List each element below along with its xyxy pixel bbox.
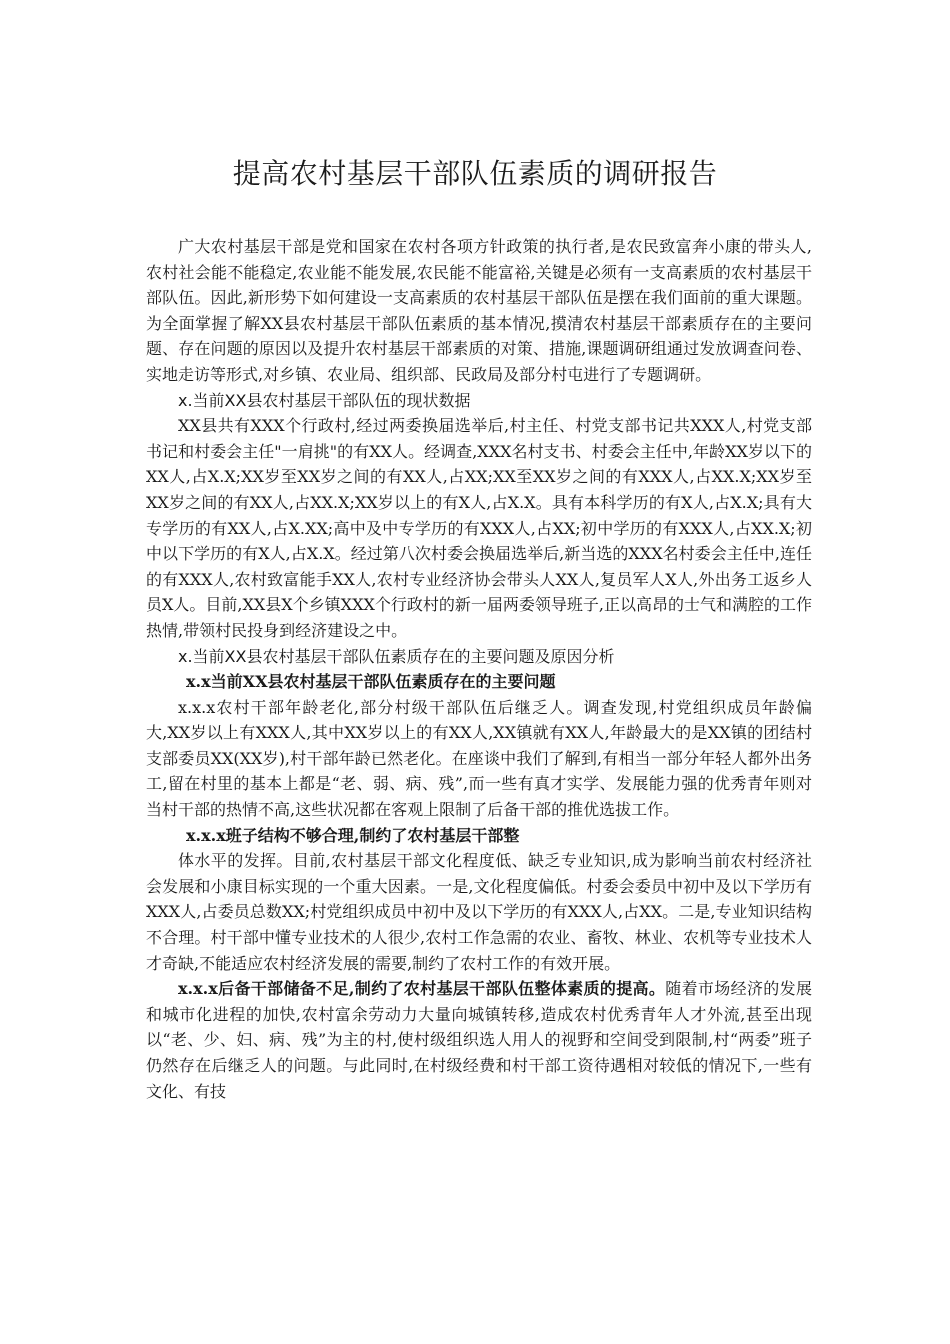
reserve-paragraph [146,976,812,1104]
section-heading-status: x.当前XX县农村基层干部队伍的现状数据 [178,390,471,410]
document-title: 提高农村基层干部队伍素质的调研报告 [232,157,718,190]
subsection-heading-structure: x.x.x班子结构不够合理,制约了农村基层干部整 [186,825,520,845]
problem-age-paragraph: x.x.x农村干部年龄老化,部分村级干部队伍后继乏人。调查发现,村党组织成员年龄偏大,XX岁以上有XXX人,其中XX岁以上的有XX人,XX镇就有XX人,年龄最大的是XX镇的团结村支部委员XX(XX岁),村干部年龄已然老化。在座谈中我们了解到,有相当一部分年轻人都外出务工,留在村里的基本上都是“老、弱、病、残”,而一些有真才实学、发展能力强的优秀青年则对当村干部的热情不高,这些状况都在客观上限制了后备干部的推优选拔工作。 [146,697,812,820]
status-paragraph: XX县共有XXX个行政村,经过两委换届选举后,村主任、村党支部书记共XXX人,村党支部书记和村委会主任"一肩挑"的有XX人。经调查,XXX名村支书、村委会主任中,年龄XX岁以下的XX人,占X.X;XX岁至XX岁之间的有XX人,占XX;XX至XX岁之间的有XXX人,占XX.X;XX岁至XX岁之间的有XX人,占XX.X;XX岁以上的有X人,占X.X。具有本科学历的有X人,占X.X;具有大专学历的有XX人,占X.XX;高中及中专学历的有XXX人,占XX;初中学历的有XXX人,占XX.X;初中以下学历的有X人,占X.X。经过第八次村委会换届选举后,新当选的XXX名村委会主任中,连任的有XXX人,农村致富能手XX人,农村专业经济协会带头人XX人,复员军人X人,外出务工返乡人员X人。目前,XX县X个乡镇XXX个行政村的新一届两委领导班子,正以高昂的士气和满腔的工作热情,带领村民投身到经济建设之中。 [146,416,812,640]
reserve-text: 随着市场经济的发展和城市化进程的加快,农村富余劳动力大量向城镇转移,造成农村优秀青年人才外流,甚至出现以“老、少、妇、病、残”为主的村,使村级组织选人用人的视野和空间受到限制,村“两委”班子仍然存在后继乏人的问题。与此同时,在村级经费和村干部工资待遇相对较低的情况下,一些有文化、有技 [146,979,812,1101]
subsection-heading-problems: x.x当前XX县农村基层干部队伍素质存在的主要问题 [186,672,556,692]
section-heading-problems: x.当前XX县农村基层干部队伍素质存在的主要问题及原因分析 [178,646,615,666]
structure-paragraph: 体水平的发挥。目前,农村基层干部文化程度低、缺乏专业知识,成为影响当前农村经济社会发展和小康目标实现的一个重大因素。一是,文化程度偏低。村委会委员中初中及以下学历有XXX人,占委员总数XX;村党组织成员中初中及以下学历的有XXX人,占XX。二是,专业知识结构不合理。村干部中懂专业技术的人很少,农村工作急需的农业、畜牧、林业、农机等专业技术人才奇缺,不能适应农村经济发展的需要,制约了农村工作的有效开展。 [146,851,812,973]
document-body [146,234,812,1104]
reserve-lead: x.x.x后备干部储备不足,制约了农村基层干部队伍整体素质的提高。 [178,979,666,999]
intro-paragraph: 广大农村基层干部是党和国家在农村各项方针政策的执行者,是农民致富奔小康的带头人,农村社会能不能稳定,农业能不能发展,农民能不能富裕,关键是必须有一支高素质的农村基层干部队伍。因此,新形势下如何建设一支高素质的农村基层干部队伍是摆在我们面前的重大课题。为全面掌握了解XX县农村基层干部队伍素质的基本情况,摸清农村基层干部素质存在的主要问题、存在问题的原因以及提升农村基层干部素质的对策、措施,课题调研组通过发放调查问卷、实地走访等形式,对乡镇、农业局、组织部、民政局及部分村屯进行了专题调研。 [146,237,812,384]
